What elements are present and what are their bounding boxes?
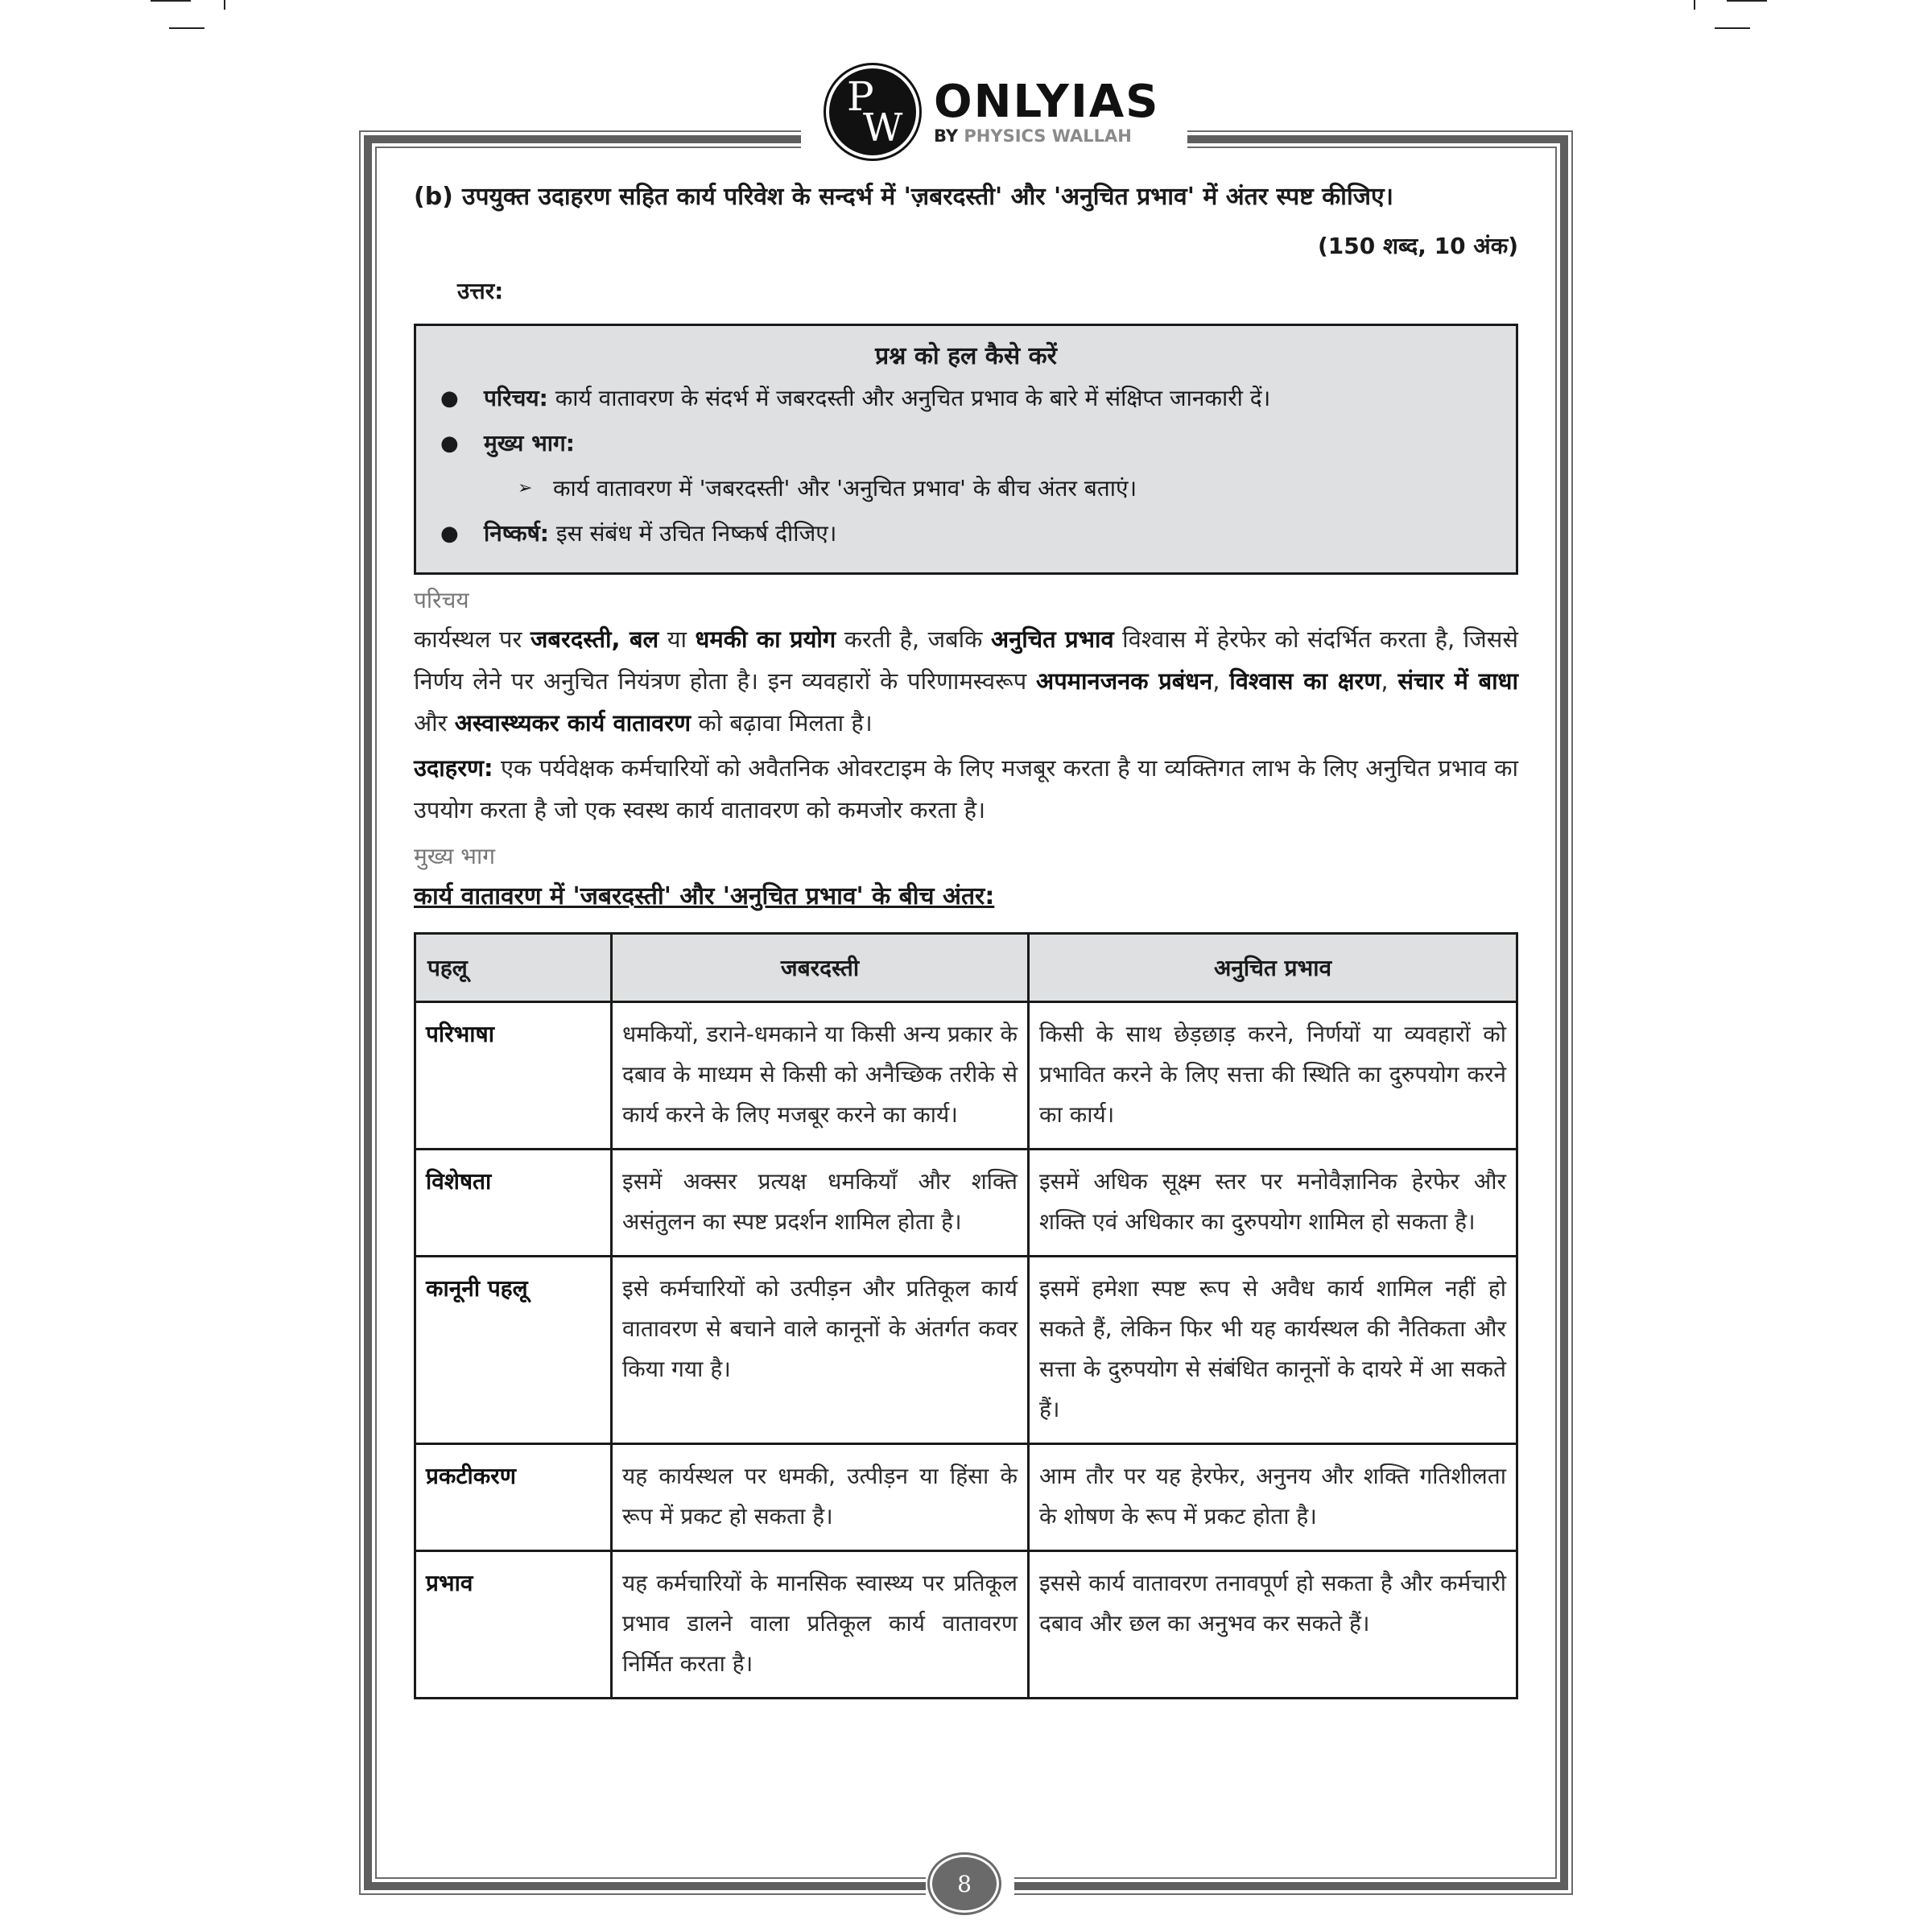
bullet-icon: ● — [440, 431, 459, 456]
approach-item-text: इस संबंध में उचित निष्कर्ष दीजिए। — [549, 520, 837, 547]
intro-emphasis: संचार में बाधा — [1397, 667, 1518, 695]
row-undue-influence: इससे कार्य वातावरण तनावपूर्ण हो सकता है और कर्मचारी दबाव और छल का अनुभव कर सकते हैं। — [1029, 1551, 1517, 1699]
approach-subitem-text: कार्य वातावरण में 'जबरदस्ती' और 'अनुचित प्रभाव' के बीच अंतर बताएं। — [553, 475, 1137, 502]
intro-text: विश्वास में हेरफेर को संदर्भित करता है, जिससे निर्णय लेने पर अनुचित नियंत्रण होता है। इन व्यवहारों के परिणामस्वरूप — [414, 625, 1518, 695]
row-coercion: यह कार्यस्थल पर धमकी, उत्पीड़न या हिंसा के रूप में प्रकट हो सकता है। — [612, 1444, 1029, 1551]
brand-subtitle — [934, 128, 1160, 145]
approach-item-main — [440, 421, 1492, 466]
example-paragraph — [414, 747, 1518, 831]
intro-text: और — [414, 709, 455, 737]
crop-mark — [1694, 0, 1695, 10]
logo-letter-w: W — [863, 105, 903, 151]
brand-sub: PHYSICS WALLAH — [964, 126, 1132, 146]
main-body-heading: मुख्य भाग — [414, 843, 495, 869]
table-row — [415, 1257, 1517, 1444]
approach-item-label: निष्कर्ष: — [484, 520, 550, 547]
header-undue-influence: अनुचित प्रभाव — [1029, 934, 1517, 1002]
crop-mark — [151, 0, 191, 2]
crop-mark — [1715, 27, 1750, 29]
intro-emphasis: धमकी का प्रयोग — [695, 625, 836, 653]
logo-letter-p: P — [847, 73, 874, 120]
bullet-icon: ● — [440, 386, 459, 411]
intro-text: कार्यस्थल पर — [414, 625, 530, 653]
comparison-table — [414, 932, 1518, 1699]
brand-name: ONLYIAS — [934, 75, 1160, 128]
table-row — [415, 1150, 1517, 1257]
row-coercion: इसमें अक्सर प्रत्यक्ष धमकियाँ और शक्ति असंतुलन का स्पष्ट प्रदर्शन शामिल होता है। — [612, 1150, 1029, 1257]
question-text: उपयुक्त उदाहरण सहित कार्य परिवेश के सन्दर्भ में 'ज़बरदस्ती' और 'अनुचित प्रभाव' में अंतर स्पष्ट कीजिए। — [462, 183, 1393, 211]
row-aspect: प्रभाव — [415, 1551, 612, 1699]
page-number-badge: 8 — [932, 1857, 997, 1910]
table-row — [415, 1002, 1517, 1150]
page-content — [414, 179, 1518, 1699]
approach-item-label: मुख्य भाग: — [484, 430, 576, 456]
intro-heading: परिचय — [414, 587, 469, 613]
question-label: (b) — [414, 183, 453, 211]
intro-text: , — [1212, 667, 1230, 695]
example-label: उदाहरण: — [414, 754, 493, 782]
intro-emphasis: अस्वास्थ्यकर कार्य वातावरण — [454, 709, 691, 737]
row-undue-influence: आम तौर पर यह हेरफेर, अनुनय और शक्ति गतिशीलता के शोषण के रूप में प्रकट होता है। — [1029, 1444, 1517, 1551]
approach-list — [440, 376, 1492, 556]
row-undue-influence: किसी के साथ छेड़छाड़ करने, निर्णयों या व्यवहारों को प्रभावित करने के लिए सत्ता की स्थिति का दुरुपयोग करने का कार्य। — [1029, 1002, 1517, 1150]
approach-item-intro — [440, 376, 1492, 421]
table-row — [415, 1444, 1517, 1551]
row-coercion: यह कर्मचारियों के मानसिक स्वास्थ्य पर प्रतिकूल प्रभाव डालने वाला प्रतिकूल कार्य वातावरण निर्मित करता है। — [612, 1551, 1029, 1699]
pw-logo-icon — [829, 68, 916, 155]
onlyias-logo — [829, 68, 1167, 156]
arrow-bullet-icon: ➢ — [518, 478, 533, 498]
approach-box — [414, 324, 1518, 575]
intro-text: , — [1381, 667, 1398, 695]
question — [414, 179, 1518, 216]
intro-text: या — [658, 625, 696, 653]
answer-label: उत्तर: — [457, 278, 504, 304]
row-aspect: कानूनी पहलू — [415, 1257, 612, 1444]
approach-item-label: परिचय: — [484, 385, 548, 411]
crop-mark — [169, 27, 204, 29]
brand-wordmark — [934, 75, 1160, 146]
crop-mark — [224, 0, 225, 10]
intro-emphasis: जबरदस्ती, बल — [530, 625, 659, 653]
question-marks: (150 शब्द, 10 अंक) — [1317, 233, 1518, 259]
intro-emphasis: विश्वास का क्षरण — [1229, 667, 1381, 695]
row-coercion: धमकियों, डराने-धमकाने या किसी अन्य प्रकार के दबाव के माध्यम से किसी को अनैच्छिक तरीके से कार्य करने के लिए मजबूर करने का कार्य। — [612, 1002, 1029, 1150]
approach-subitem — [440, 466, 1492, 511]
header-coercion: जबरदस्ती — [612, 934, 1029, 1002]
intro-emphasis: अपमानजनक प्रबंधन — [1036, 667, 1213, 695]
intro-text: को बढ़ावा मिलता है। — [691, 709, 873, 737]
approach-title: प्रश्न को हल कैसे करें — [875, 342, 1057, 370]
intro-text: करती है, जबकि — [836, 625, 991, 653]
intro-paragraph — [414, 618, 1518, 744]
row-undue-influence: इसमें हमेशा स्पष्ट रूप से अवैध कार्य शामिल नहीं हो सकते हैं, लेकिन फिर भी यह कार्यस्थल की नैतिकता और सत्ता के दुरुपयोग से संबंधित कानूनों के दायरे में आ सकते हैं। — [1029, 1257, 1517, 1444]
header-aspect: पहलू — [415, 934, 612, 1002]
row-coercion: इसे कर्मचारियों को उत्पीड़न और प्रतिकूल कार्य वातावरण से बचाने वाले कानूनों के अंतर्गत कवर किया गया है। — [612, 1257, 1029, 1444]
approach-item-conclusion — [440, 511, 1492, 556]
bullet-icon: ● — [440, 522, 459, 546]
crop-mark — [1727, 0, 1767, 2]
row-undue-influence: इसमें अधिक सूक्ष्म स्तर पर मनोवैज्ञानिक हेरफेर और शक्ति एवं अधिकार का दुरुपयोग शामिल हो सकता है। — [1029, 1150, 1517, 1257]
table-title: कार्य वातावरण में 'जबरदस्ती' और 'अनुचित प्रभाव' के बीच अंतर: — [414, 882, 995, 910]
table-row — [415, 1551, 1517, 1699]
table-header-row — [415, 934, 1517, 1002]
example-text: एक पर्यवेक्षक कर्मचारियों को अवैतनिक ओवरटाइम के लिए मजबूर करता है या व्यक्तिगत लाभ के लिए अनुचित प्रभाव का उपयोग करता है जो एक स्वस्थ कार्य वातावरण को कमजोर करता है। — [414, 754, 1518, 824]
row-aspect: विशेषता — [415, 1150, 612, 1257]
intro-emphasis: अनुचित प्रभाव — [990, 625, 1114, 653]
brand-by: BY — [934, 126, 959, 146]
approach-item-text: कार्य वातावरण के संदर्भ में जबरदस्ती और अनुचित प्रभाव के बारे में संक्षिप्त जानकारी दें। — [547, 385, 1271, 411]
row-aspect: परिभाषा — [415, 1002, 612, 1150]
row-aspect: प्रकटीकरण — [415, 1444, 612, 1551]
